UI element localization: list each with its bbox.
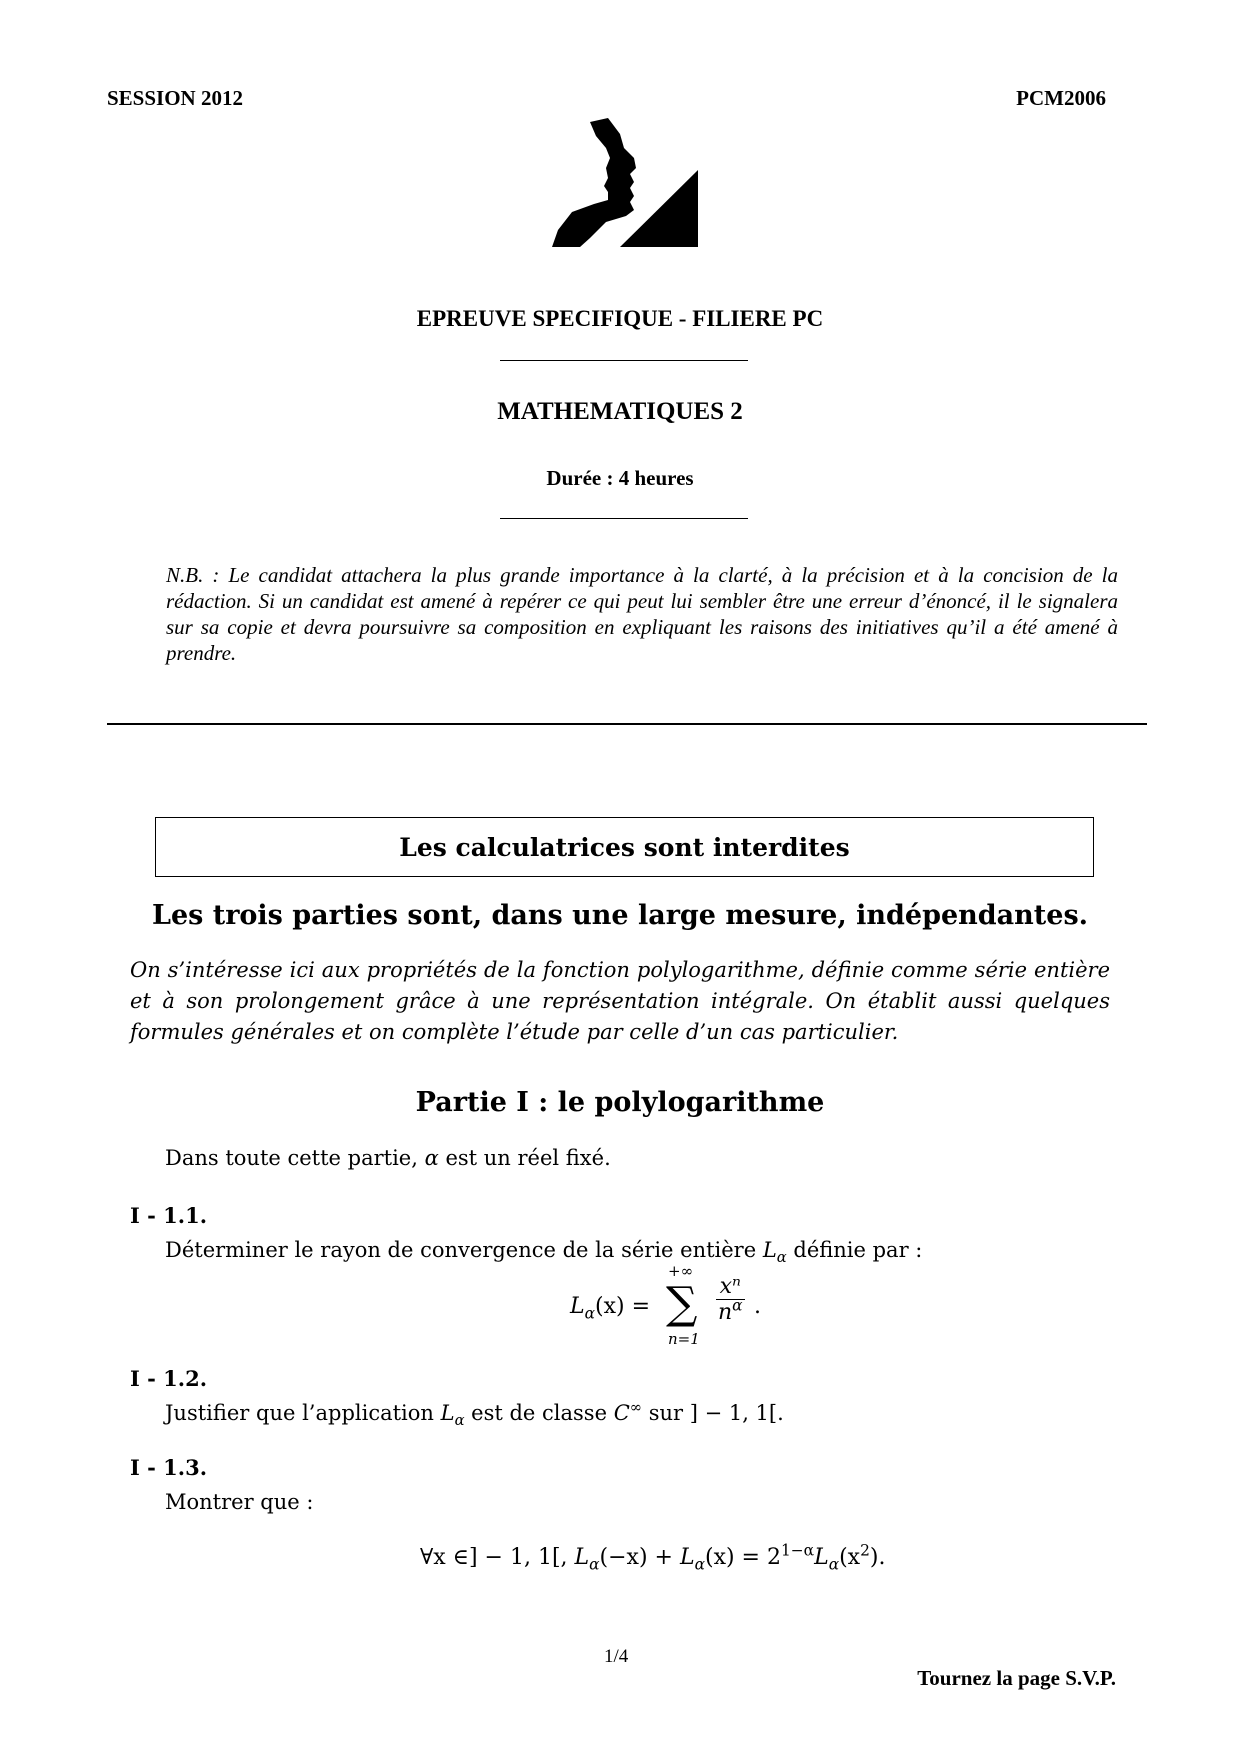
- formula-term: (x: [839, 1545, 861, 1570]
- question-number: I - 1.3.: [130, 1455, 208, 1480]
- l-symbol: L: [814, 1545, 829, 1570]
- question-text-start: Justifier que l’application: [165, 1401, 441, 1425]
- l-symbol: L: [762, 1238, 777, 1262]
- alpha-symbol: α: [424, 1146, 439, 1170]
- alpha-subscript: α: [454, 1412, 465, 1430]
- sigma-icon: ∑: [666, 1278, 698, 1329]
- question-text: Montrer que :: [165, 1490, 314, 1514]
- independence-note: Les trois parties sont, dans une large mesure, indépendantes.: [151, 900, 1089, 931]
- series-definition-formula: [570, 1262, 790, 1348]
- duration-divider: [500, 518, 748, 519]
- part-intro: [165, 1146, 611, 1170]
- formula-argument: (x) =: [595, 1294, 651, 1319]
- part-intro-text: Dans toute cette partie,: [165, 1146, 425, 1170]
- part-title: Partie I : le polylogarithme: [415, 1087, 825, 1118]
- exam-code: PCM2006: [1016, 86, 1106, 110]
- problem-introduction: On s’intéresse ici aux propriétés de la fonction polylogarithme, définie comme série entière et à son prolongement grâce à une représentation intégrale. On établit aussi quelques formules générales et on complète l’étude par celle d’un cas particulier.: [130, 958, 1110, 1044]
- formula-end: ).: [869, 1545, 886, 1570]
- l-symbol: L: [574, 1545, 590, 1570]
- l-symbol: L: [440, 1401, 455, 1425]
- page-number: 1/4: [604, 1646, 629, 1667]
- denominator-exponent: α: [732, 1296, 743, 1315]
- formula-quantifier: ∀x ∈] − 1, 1[,: [420, 1545, 575, 1570]
- l-symbol: L: [570, 1294, 585, 1319]
- square-exponent: 2: [860, 1541, 870, 1560]
- formula-exponent: 1−α: [780, 1541, 815, 1560]
- alpha-subscript: α: [776, 1249, 787, 1267]
- formula-lhs: [570, 1294, 651, 1323]
- exam-track-title: EPREUVE SPECIFIQUE - FILIERE PC: [416, 306, 824, 331]
- fraction: [716, 1274, 745, 1325]
- session-label: SESSION 2012: [107, 86, 243, 110]
- formula-term: (−x) +: [599, 1545, 680, 1570]
- calculator-notice-box: [155, 817, 1094, 877]
- alpha-subscript: α: [694, 1555, 705, 1574]
- duration-label: Durée : 4 heures: [546, 466, 694, 490]
- candidate-instructions: N.B. : Le candidat attachera la plus grande importance à la clarté, à la précision et à la concision de la rédaction. Si un candidat est amené à repérer ce qui peut lui sembler être une erreur d’énoncé, il le signalera sur sa copie et devra poursuivre sa composition en expliquant les raisons des initiatives qu’il a été amené à prendre.: [166, 563, 1118, 665]
- subject-title: MATHEMATIQUES 2: [497, 398, 743, 425]
- alpha-subscript: α: [828, 1555, 840, 1574]
- question-text: [165, 1238, 923, 1267]
- fraction-denominator: [716, 1296, 745, 1325]
- l-symbol: L: [679, 1545, 695, 1570]
- sum-lower-limit: n=1: [668, 1330, 700, 1348]
- infinity-superscript: ∞: [629, 1399, 643, 1416]
- question-text-end: définie par :: [786, 1238, 923, 1262]
- denominator-base: n: [718, 1300, 733, 1325]
- question-text: [165, 1399, 784, 1430]
- formula-term: (x) = 2: [704, 1545, 781, 1570]
- turn-page-note: Tournez la page S.V.P.: [917, 1666, 1116, 1690]
- question-text-start: Déterminer le rayon de convergence de la série entière: [165, 1238, 763, 1262]
- full-width-divider: [107, 723, 1147, 725]
- alpha-subscript: α: [589, 1555, 600, 1574]
- sum-upper-limit: +∞: [668, 1262, 694, 1280]
- c-symbol: C: [613, 1401, 630, 1425]
- question-text-end: sur ] − 1, 1[.: [642, 1401, 784, 1425]
- question-number: I - 1.2.: [130, 1366, 208, 1391]
- part-intro-text-end: est un réel fixé.: [438, 1146, 611, 1170]
- fraction-numerator: xⁿ: [719, 1274, 741, 1299]
- formula-end: .: [754, 1294, 761, 1319]
- question-number: I - 1.1.: [130, 1203, 208, 1228]
- face-profile-silhouette-logo-icon: [550, 112, 700, 247]
- question-text-middle: est de classe: [464, 1401, 614, 1425]
- alpha-subscript: α: [584, 1304, 596, 1323]
- title-divider: [500, 360, 748, 361]
- symmetry-identity-formula: [420, 1541, 886, 1574]
- calculator-notice-text: Les calculatrices sont interdites: [399, 832, 850, 862]
